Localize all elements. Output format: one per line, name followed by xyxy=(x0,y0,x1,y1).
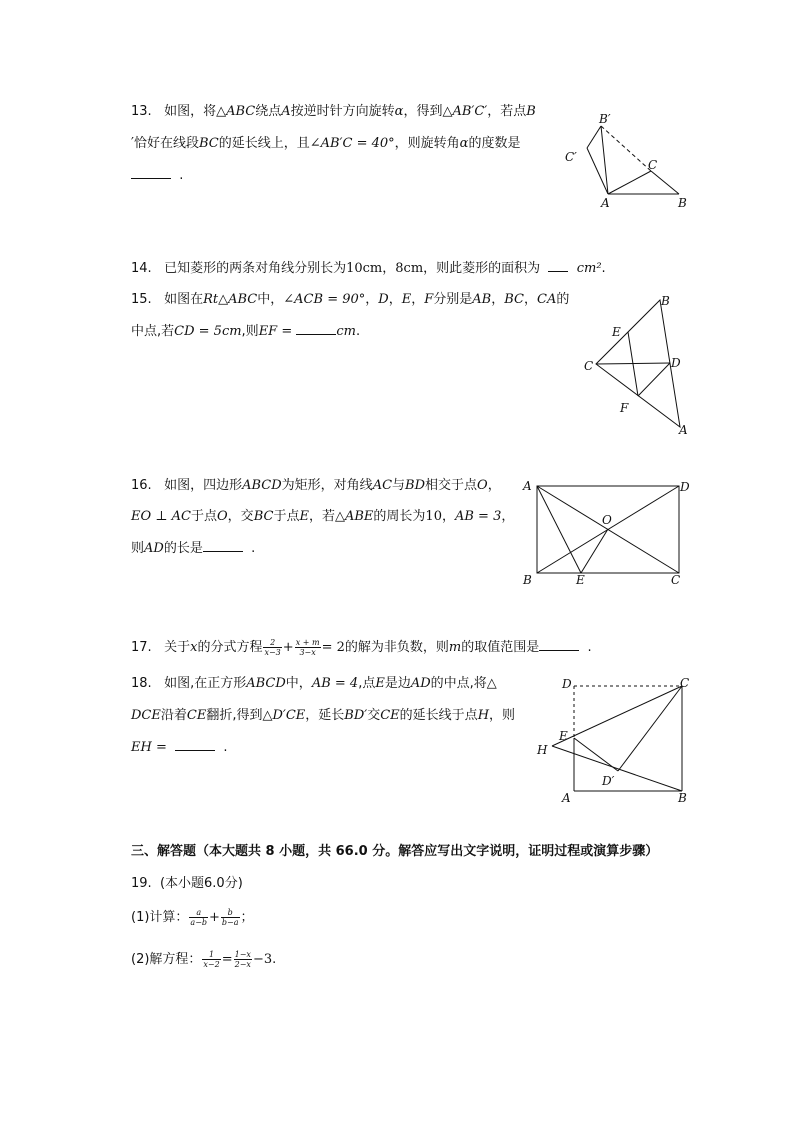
answer-blank[interactable] xyxy=(296,324,336,335)
fraction: $\frac{b}{b-a}$ xyxy=(221,908,239,927)
label-H: H xyxy=(537,743,548,757)
q19-title: 19. (本小题6.0分) xyxy=(131,876,243,891)
label-E: E xyxy=(612,325,621,339)
fraction: $\frac{1}{x-2}$ xyxy=(203,950,220,969)
q15-line1: 15. 如图在Rt△ABC中，∠ACB = 90°，D，E，F分别是AB，BC，CA的 xyxy=(131,292,570,307)
answer-blank[interactable] xyxy=(203,541,243,552)
label-D: D xyxy=(680,480,690,494)
q18-line3: EH = . xyxy=(131,740,228,755)
answer-blank[interactable] xyxy=(175,740,215,751)
seg-CD1 xyxy=(618,686,682,771)
label-B: B xyxy=(678,196,687,210)
label-B: B xyxy=(523,573,532,587)
q19-part2: (2)解方程： $\frac{1}{x-2}$ = $\frac{1-x}{2-x}$ −3. xyxy=(131,950,277,969)
fraction: $\frac{1-x}{2-x}$ xyxy=(234,950,251,969)
q18-line1: 18. 如图,在正方形ABCD中，AB = 4,点E是边AD的中点,将△ xyxy=(131,676,497,691)
label-C: C xyxy=(584,359,594,373)
seg-DF xyxy=(638,363,670,396)
label-A: A xyxy=(523,479,532,493)
label-E: E xyxy=(576,573,585,587)
q13-line1: 13. 如图，将△ABC绕点A按逆时针方向旋转α，得到△AB′C′，若点B xyxy=(131,104,536,119)
q13-figure xyxy=(560,108,700,213)
label-A: A xyxy=(562,791,571,805)
q16-line2: EO ⊥ AC于点O，交BC于点E，若△ABE的周长为10，AB = 3， xyxy=(131,509,515,524)
q13-line3: . xyxy=(131,168,183,184)
label-B: B xyxy=(678,791,687,805)
q18-figure xyxy=(532,674,697,809)
fraction: $\frac{x + m}{3-x}$ xyxy=(295,638,320,657)
q13-number: 13. xyxy=(131,104,152,119)
seg-CB xyxy=(651,171,679,194)
label-D: D xyxy=(671,356,681,370)
section-heading: 三、解答题（本大题共 8 小题，共 66.0 分。解答应写出文字说明，证明过程或演算步骤） xyxy=(131,844,659,859)
seg-AB1 xyxy=(601,126,608,194)
label-B: B xyxy=(661,294,670,308)
label-D1: D′ xyxy=(602,774,615,788)
seg-HC xyxy=(552,686,682,746)
q18-number: 18. xyxy=(131,676,152,691)
seg-ED1 xyxy=(574,738,618,771)
answer-blank[interactable] xyxy=(548,261,568,272)
fraction: $\frac{2}{x-3}$ xyxy=(264,638,281,657)
q16-figure xyxy=(520,476,695,588)
label-A: A xyxy=(679,423,688,437)
q16-line1: 16. 如图，四边形ABCD为矩形，对角线AC与BD相交于点O， xyxy=(131,478,501,493)
label-C1: C′ xyxy=(565,150,577,164)
q16-number: 16. xyxy=(131,478,152,493)
seg-EO xyxy=(581,529,608,573)
label-F: F xyxy=(620,401,629,415)
label-B1: B′ xyxy=(599,112,611,126)
q17-line: 17. 关于x的分式方程 $\frac{2}{x-3}$ + $\frac{x + m}{3-x}$ = 2的解为非负数，则m的取值范围是 . xyxy=(131,638,592,657)
q17-number: 17. xyxy=(131,640,152,655)
q15-line2: 中点,若CD = 5cm,则EF = cm. xyxy=(131,324,361,339)
q14-line: 14. 已知菱形的两条对角线分别长为10cm，8cm，则此菱形的面积为 cm². xyxy=(131,261,606,276)
seg-B1C-dashed xyxy=(601,126,651,171)
fraction: $\frac{a}{a-b}$ xyxy=(190,908,208,927)
q19-number: 19. xyxy=(131,876,152,891)
q14-number: 14. xyxy=(131,261,152,276)
label-C: C xyxy=(680,676,690,690)
answer-blank[interactable] xyxy=(539,640,579,651)
q15-number: 15. xyxy=(131,292,152,307)
label-C: C xyxy=(648,158,658,172)
label-E: E xyxy=(559,729,568,743)
label-D: D xyxy=(562,677,572,691)
seg-AC1 xyxy=(587,148,608,194)
q13-line2: ′恰好在线段BC的延长线上，且∠AB′C = 40°，则旋转角α的度数是 xyxy=(131,136,521,151)
answer-blank[interactable] xyxy=(131,168,171,179)
q19-part1: (1)计算： $\frac{a}{a-b}$ + $\frac{b}{b-a}$ ； xyxy=(131,908,254,927)
q16-line3: 则AD的长是 . xyxy=(131,541,256,556)
q18-line2: DCE沿着CE翻折,得到△D′CE，延长BD′交CE的延长线于点H，则 xyxy=(131,708,516,723)
q15-figure xyxy=(580,292,695,437)
label-A: A xyxy=(601,196,610,210)
label-O: O xyxy=(602,513,612,527)
seg-HB xyxy=(552,746,682,791)
seg-B1C1 xyxy=(587,126,601,148)
seg-AC xyxy=(608,171,651,194)
label-C: C xyxy=(671,573,681,587)
